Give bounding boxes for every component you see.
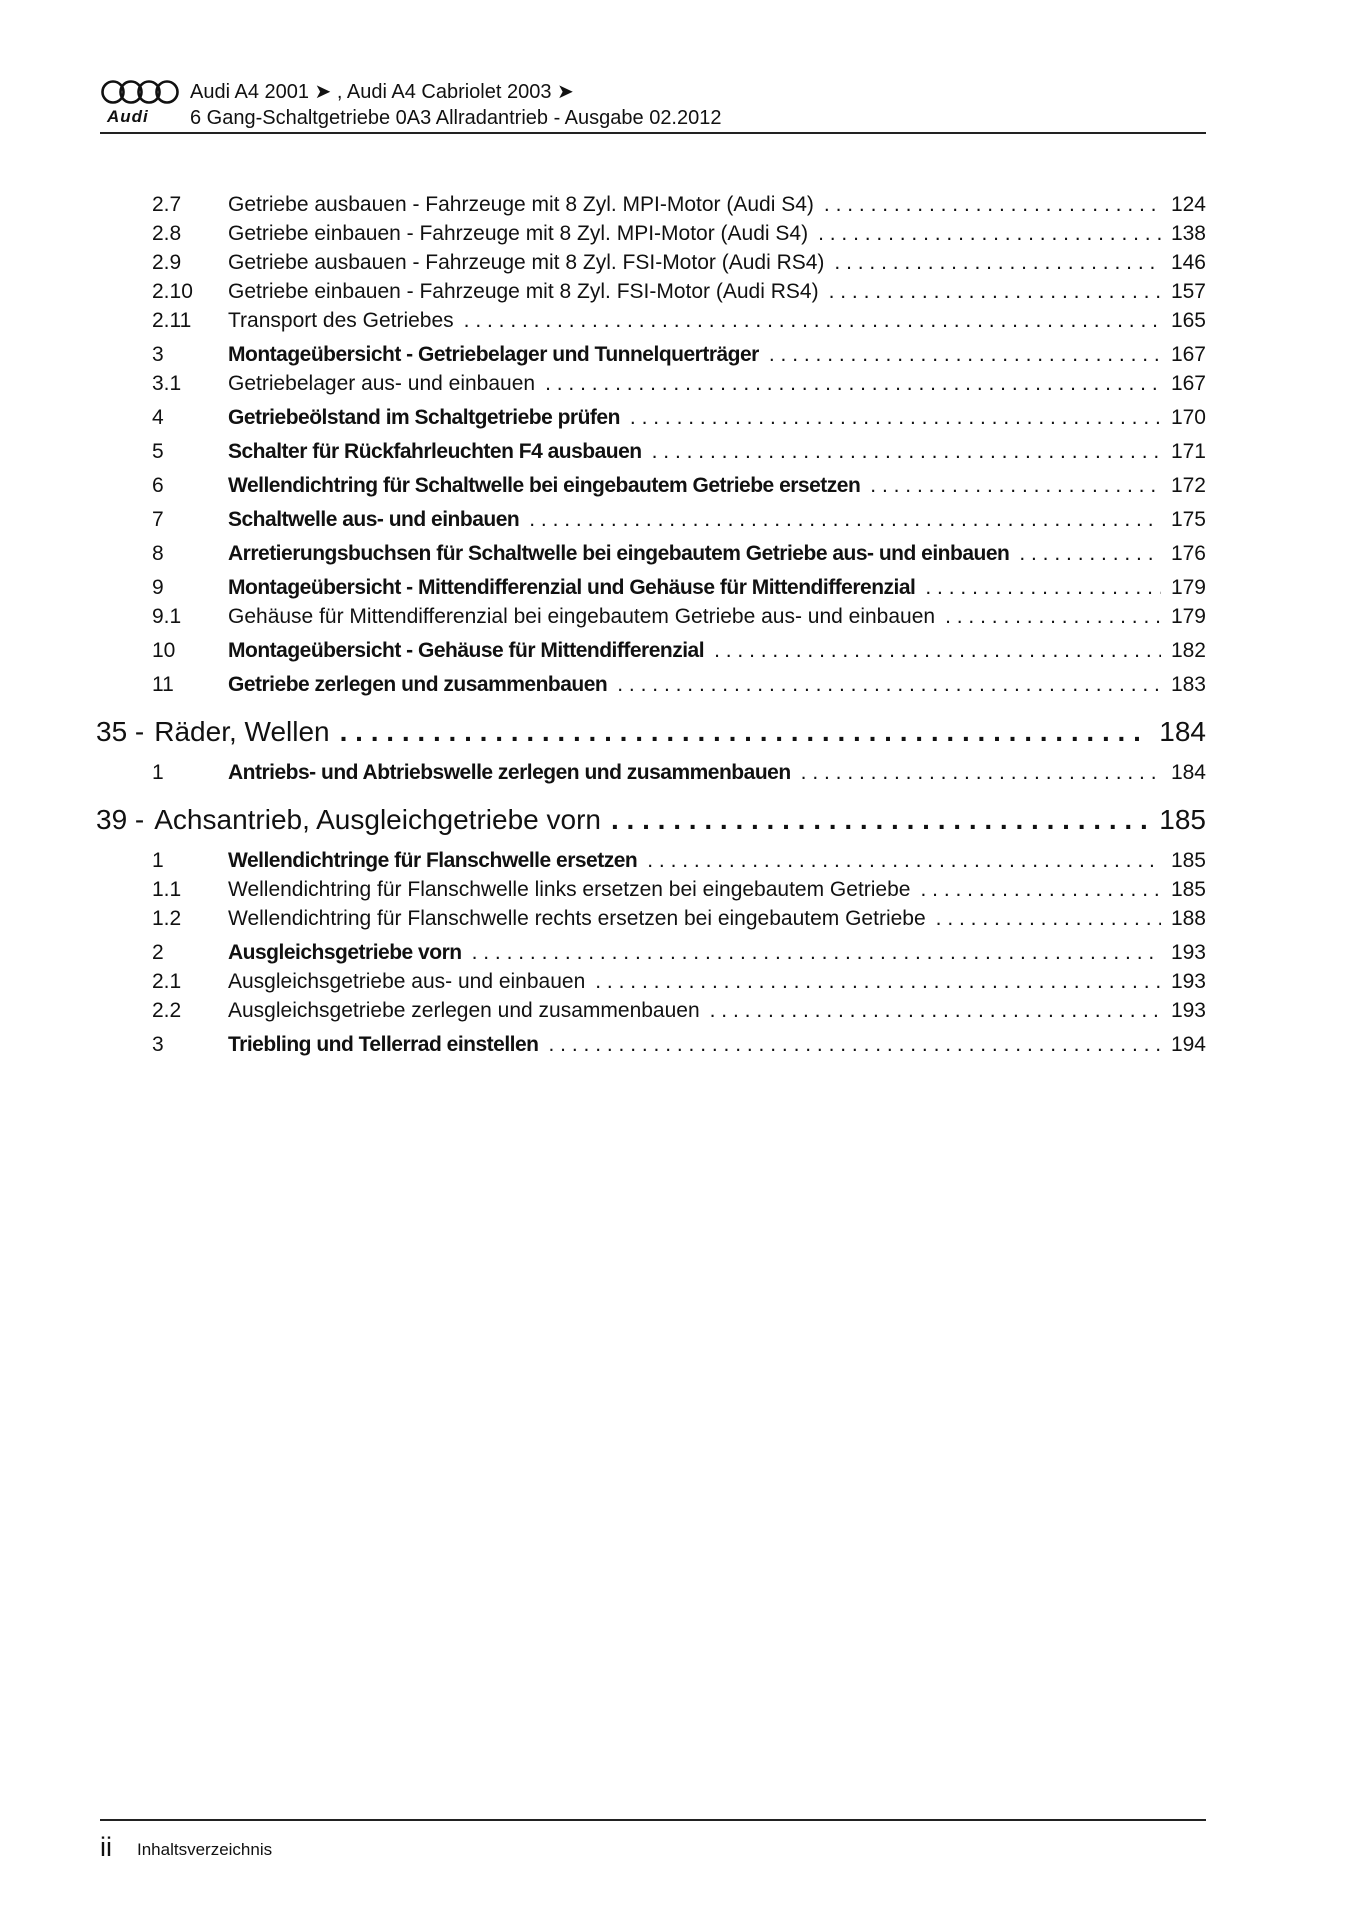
toc-entry-page: 193 [1170,999,1206,1022]
toc-leader-dots [595,970,1161,994]
toc-entry-page: 176 [1170,542,1206,565]
toc-chapter-entry[interactable] [96,804,1206,844]
toc-entry-page: 179 [1170,576,1206,599]
toc-entry-title: Transport des Getriebes [228,309,454,332]
toc-entry-number: 8 [152,542,164,565]
toc-leader-dots [714,639,1161,663]
toc-leader-dots [340,716,1150,748]
toc-entry-title: Getriebe zerlegen und zusammenbauen [228,673,608,696]
toc-entry-number: 3 [152,1033,164,1056]
audi-wordmark: Audi [107,107,149,126]
toc-leader-dots [630,406,1161,430]
toc-entry[interactable] [96,474,1206,503]
toc-leader-dots [529,508,1161,532]
toc-entry-title: Antriebs- und Abtriebswelle zerlegen und zusammenbauen [228,761,791,784]
toc-entry-page: 185 [1170,878,1206,901]
toc-leader-dots [829,280,1161,304]
toc-entry-page: 179 [1170,605,1206,628]
toc-entry-title: Getriebe ausbauen - Fahrzeuge mit 8 Zyl. MPI-Motor (Audi S4) [228,193,814,216]
toc-entry-page: 194 [1170,1033,1206,1056]
audi-logo [100,79,180,129]
toc-entry[interactable] [96,406,1206,435]
toc-entry-title: Ausgleichsgetriebe aus- und einbauen [228,970,586,993]
header-divider [100,132,1206,134]
toc-entry-page: 138 [1170,222,1206,245]
toc-entry-page: 146 [1170,251,1206,274]
toc-entry-number: 1 [152,849,164,872]
toc-entry[interactable] [96,280,1206,309]
page-header [100,74,1206,134]
toc-entry-page: 171 [1170,440,1206,463]
toc-entry-title: Montageübersicht - Getriebelager und Tunnelquerträger [228,343,759,366]
toc-entry[interactable] [96,193,1206,222]
toc-entry[interactable] [96,1033,1206,1062]
table-of-contents [96,193,1206,1062]
toc-entry-number: 3 [152,343,164,366]
toc-entry-number: 2.2 [152,999,182,1022]
toc-leader-dots [545,372,1161,396]
toc-leader-dots [834,251,1161,275]
toc-leader-dots [710,999,1161,1023]
toc-entry-page: 170 [1170,406,1206,429]
toc-entry-number: 2 [152,941,164,964]
toc-entry[interactable] [96,508,1206,537]
footer-section-label: Inhaltsverzeichnis [137,1840,273,1859]
toc-entry-number: 2.9 [152,251,182,274]
toc-entry-page: 185 [1170,849,1206,872]
toc-entry[interactable] [96,639,1206,668]
toc-leader-dots [936,907,1161,931]
header-vehicle-line: Audi A4 2001 ➤ , Audi A4 Cabriolet 2003 ➤ [190,81,574,103]
toc-entry-title: Triebling und Tellerrad einstellen [228,1033,539,1056]
toc-entry-page: 183 [1170,673,1206,696]
toc-entry[interactable] [96,673,1206,702]
toc-entry[interactable] [96,440,1206,469]
toc-entry[interactable] [96,343,1206,372]
toc-entry-title: Ausgleichsgetriebe zerlegen und zusammenbauen [228,999,700,1022]
toc-entry[interactable] [96,970,1206,999]
toc-entry-number: 2.11 [152,309,192,332]
toc-entry[interactable] [96,941,1206,970]
toc-entry-title: Wellendichtring für Flanschwelle links ersetzen bei eingebautem Getriebe [228,878,911,901]
toc-entry-page: 184 [1170,761,1206,784]
toc-entry-page: 188 [1170,907,1206,930]
toc-leader-dots [652,440,1161,464]
toc-entry-title: Getriebe einbauen - Fahrzeuge mit 8 Zyl. MPI-Motor (Audi S4) [228,222,809,245]
toc-entry-page: 172 [1170,474,1206,497]
toc-entry-page: 167 [1170,372,1206,395]
toc-leader-dots [920,878,1160,902]
toc-entry-title: Schalter für Rückfahrleuchten F4 ausbauen [228,440,642,463]
toc-entry[interactable] [96,761,1206,790]
toc-entry-number: 35 - [96,716,145,747]
page-number: ii [100,1832,112,1862]
toc-entry-title: Montageübersicht - Gehäuse für Mittendifferenzial [228,639,705,662]
toc-entry[interactable] [96,605,1206,634]
toc-entry-page: 184 [1159,716,1206,747]
toc-entry[interactable] [96,309,1206,338]
toc-entry-title: Achsantrieb, Ausgleichgetriebe vorn [154,804,601,835]
toc-entry[interactable] [96,878,1206,907]
toc-entry-number: 1.1 [152,878,182,901]
toc-leader-dots [925,576,1161,600]
toc-leader-dots [1019,542,1161,566]
toc-entry[interactable] [96,542,1206,571]
toc-entry-number: 1 [152,761,164,784]
toc-leader-dots [472,941,1161,965]
toc-entry-title: Getriebe einbauen - Fahrzeuge mit 8 Zyl. FSI-Motor (Audi RS4) [228,280,819,303]
toc-entry[interactable] [96,576,1206,605]
toc-leader-dots [801,761,1161,785]
toc-entry-number: 2.1 [152,970,182,993]
toc-entry-page: 165 [1170,309,1206,332]
toc-entry[interactable] [96,251,1206,280]
toc-chapter-entry[interactable] [96,716,1206,756]
toc-entry-number: 5 [152,440,164,463]
toc-entry-page: 193 [1170,941,1206,964]
toc-entry-number: 1.2 [152,907,182,930]
footer-divider [100,1819,1206,1821]
toc-entry-title: Schaltwelle aus- und einbauen [228,508,520,531]
toc-entry-title: Getriebelager aus- und einbauen [228,372,536,395]
toc-leader-dots [824,193,1161,217]
toc-leader-dots [549,1033,1161,1057]
toc-entry-number: 39 - [96,804,145,835]
toc-entry[interactable] [96,222,1206,251]
toc-entry-page: 175 [1170,508,1206,531]
toc-entry-page: 185 [1159,804,1206,835]
toc-entry-number: 10 [152,639,176,662]
toc-entry-title: Ausgleichsgetriebe vorn [228,941,462,964]
toc-entry-title: Montageübersicht - Mittendifferenzial und Gehäuse für Mittendifferenzial [228,576,916,599]
toc-leader-dots [464,309,1161,333]
toc-entry[interactable] [96,849,1206,878]
toc-entry-number: 11 [152,673,174,696]
toc-entry-page: 193 [1170,970,1206,993]
toc-entry-page: 157 [1170,280,1206,303]
toc-entry-title: Wellendichtringe für Flanschwelle ersetzen [228,849,638,872]
toc-entry-number: 2.10 [152,280,193,303]
toc-leader-dots [945,605,1161,629]
toc-leader-dots [611,804,1149,836]
toc-leader-dots [647,849,1161,873]
toc-entry-title: Wellendichtring für Schaltwelle bei eingebautem Getriebe ersetzen [228,474,861,497]
header-manual-title: 6 Gang-Schaltgetriebe 0A3 Allradantrieb - Ausgabe 02.2012 [190,107,722,129]
toc-entry-number: 9 [152,576,164,599]
toc-entry-number: 7 [152,508,164,531]
toc-entry-page: 182 [1170,639,1206,662]
toc-entry-title: Räder, Wellen [154,716,330,747]
toc-entry-page: 124 [1170,193,1206,216]
toc-entry[interactable] [96,907,1206,936]
toc-entry-number: 2.8 [152,222,182,245]
toc-entry-title: Gehäuse für Mittendifferenzial bei eingebautem Getriebe aus- und einbauen [228,605,936,628]
toc-entry-page: 167 [1170,343,1206,366]
toc-entry-number: 2.7 [152,193,182,216]
toc-leader-dots [769,343,1161,367]
toc-entry-title: Getriebeölstand im Schaltgetriebe prüfen [228,406,620,429]
toc-entry-number: 4 [152,406,164,429]
toc-entry-title: Getriebe ausbauen - Fahrzeuge mit 8 Zyl. FSI-Motor (Audi RS4) [228,251,825,274]
toc-entry-number: 3.1 [152,372,182,395]
audi-rings-icon [100,79,180,105]
toc-entry[interactable] [96,372,1206,401]
toc-entry[interactable] [96,999,1206,1028]
toc-entry-number: 9.1 [152,605,182,628]
toc-entry-number: 6 [152,474,164,497]
toc-entry-title: Arretierungsbuchsen für Schaltwelle bei eingebautem Getriebe aus- und einbauen [228,542,1010,565]
toc-leader-dots [870,474,1161,498]
toc-leader-dots [617,673,1161,697]
toc-entry-title: Wellendichtring für Flanschwelle rechts ersetzen bei eingebautem Getriebe [228,907,926,930]
toc-leader-dots [818,222,1161,246]
